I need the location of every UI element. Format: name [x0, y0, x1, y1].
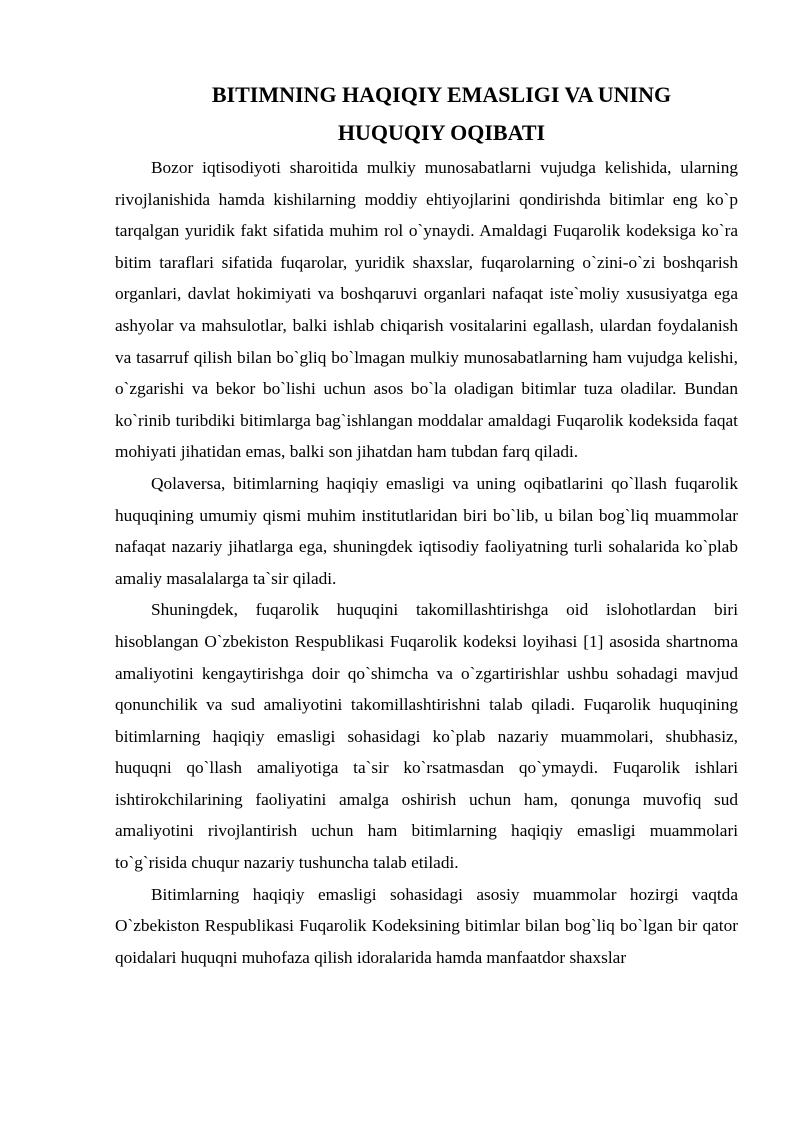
title-line-1: BITIMNING HAQIQIY EMASLIGI VA UNING [211, 82, 672, 107]
paragraph-1: Bozor iqtisodiyoti sharoitida mulkiy munosabatlarni vujudga kelishida, ularning rivojlanishida hamda kishilarning moddiy ehtiyojlarini qondirishda bitimlar eng ko`p tarqalgan yuridik fakt sifatida muhim rol o`ynaydi. Amaldagi Fuqarolik kodeksiga ko`ra bitim taraflari sifatida fuqarolar, yuridik shaxslar, fuqarolarning o`zini-o`zi boshqarish organlari, davlat hokimiyati va boshqaruvi organlari nafaqat iste`moliy xususiyatga ega ashyolar va mahsulotlar, balki ishlab chiqarish vositalarini egallash, ulardan foydalanish va tasarruf qilish bilan bo`gliq bo`lmagan mulkiy munosabatlarning ham vujudga kelishi, o`zgarishi va bekor bo`lishi uchun asos bo`la oladigan bitimlar tuza oladilar. Bundan ko`rinib turibdiki bitimlarga bag`ishlangan moddalar amaldagi Fuqarolik kodeksida faqat mohiyati jihatidan emas, balki son jihatdan ham tubdan farq qiladi. [115, 158, 738, 462]
document-body [115, 152, 738, 973]
paragraph-4: Bitimlarning haqiqiy emasligi sohasidagi asosiy muammolar hozirgi vaqtda O`zbekiston Respublikasi Fuqarolik Kodeksining bitimlar bilan bog`liq bo`lgan bir qator qoidalari huquqni muhofaza qilish idoralarida hamda manfaatdor shaxslar [115, 884, 738, 967]
paragraph-2: Qolaversa, bitimlarning haqiqiy emasligi va uning oqibatlarini qo`llash fuqarolik huquqining umumiy qismi muhim institutlaridan biri bo`lib, u bilan bog`liq muammolar nafaqat nazariy jihatlarga ega, shuningdek iqtisodiy faoliyatning turli sohalarida ko`plab amaliy masalalarga ta`sir qiladi. [115, 473, 738, 588]
paragraph-3: Shuningdek, fuqarolik huquqini takomillashtirishga oid islohotlardan biri hisoblangan O`zbekiston Respublikasi Fuqarolik kodeksi loyihasi [1] asosida shartnoma amaliyotini kengaytirishga doir qo`shimcha va o`zgartirishlar ushbu sohadagi mavjud qonunchilik va sud amaliyotini takomillashtirishni talab qiladi. Fuqarolik huquqining bitimlarning haqiqiy emasligi sohasidagi ko`plab nazariy muammolari, shubhasiz, huquqni qo`llash amaliyotiga ta`sir ko`rsatmasdan qo`ymaydi. Fuqarolik ishlari ishtirokchilarining faoliyatini amalga oshirish uchun ham, qonunga muvofiq sud amaliyotini rivojlantirish uchun ham bitimlarning haqiqiy emasligi muammolari to`g`risida chuqur nazariy tushuncha talab etiladi. [115, 600, 738, 873]
title-line-2: HUQUQIY OQIBATI [337, 120, 546, 145]
document-title [115, 76, 738, 152]
